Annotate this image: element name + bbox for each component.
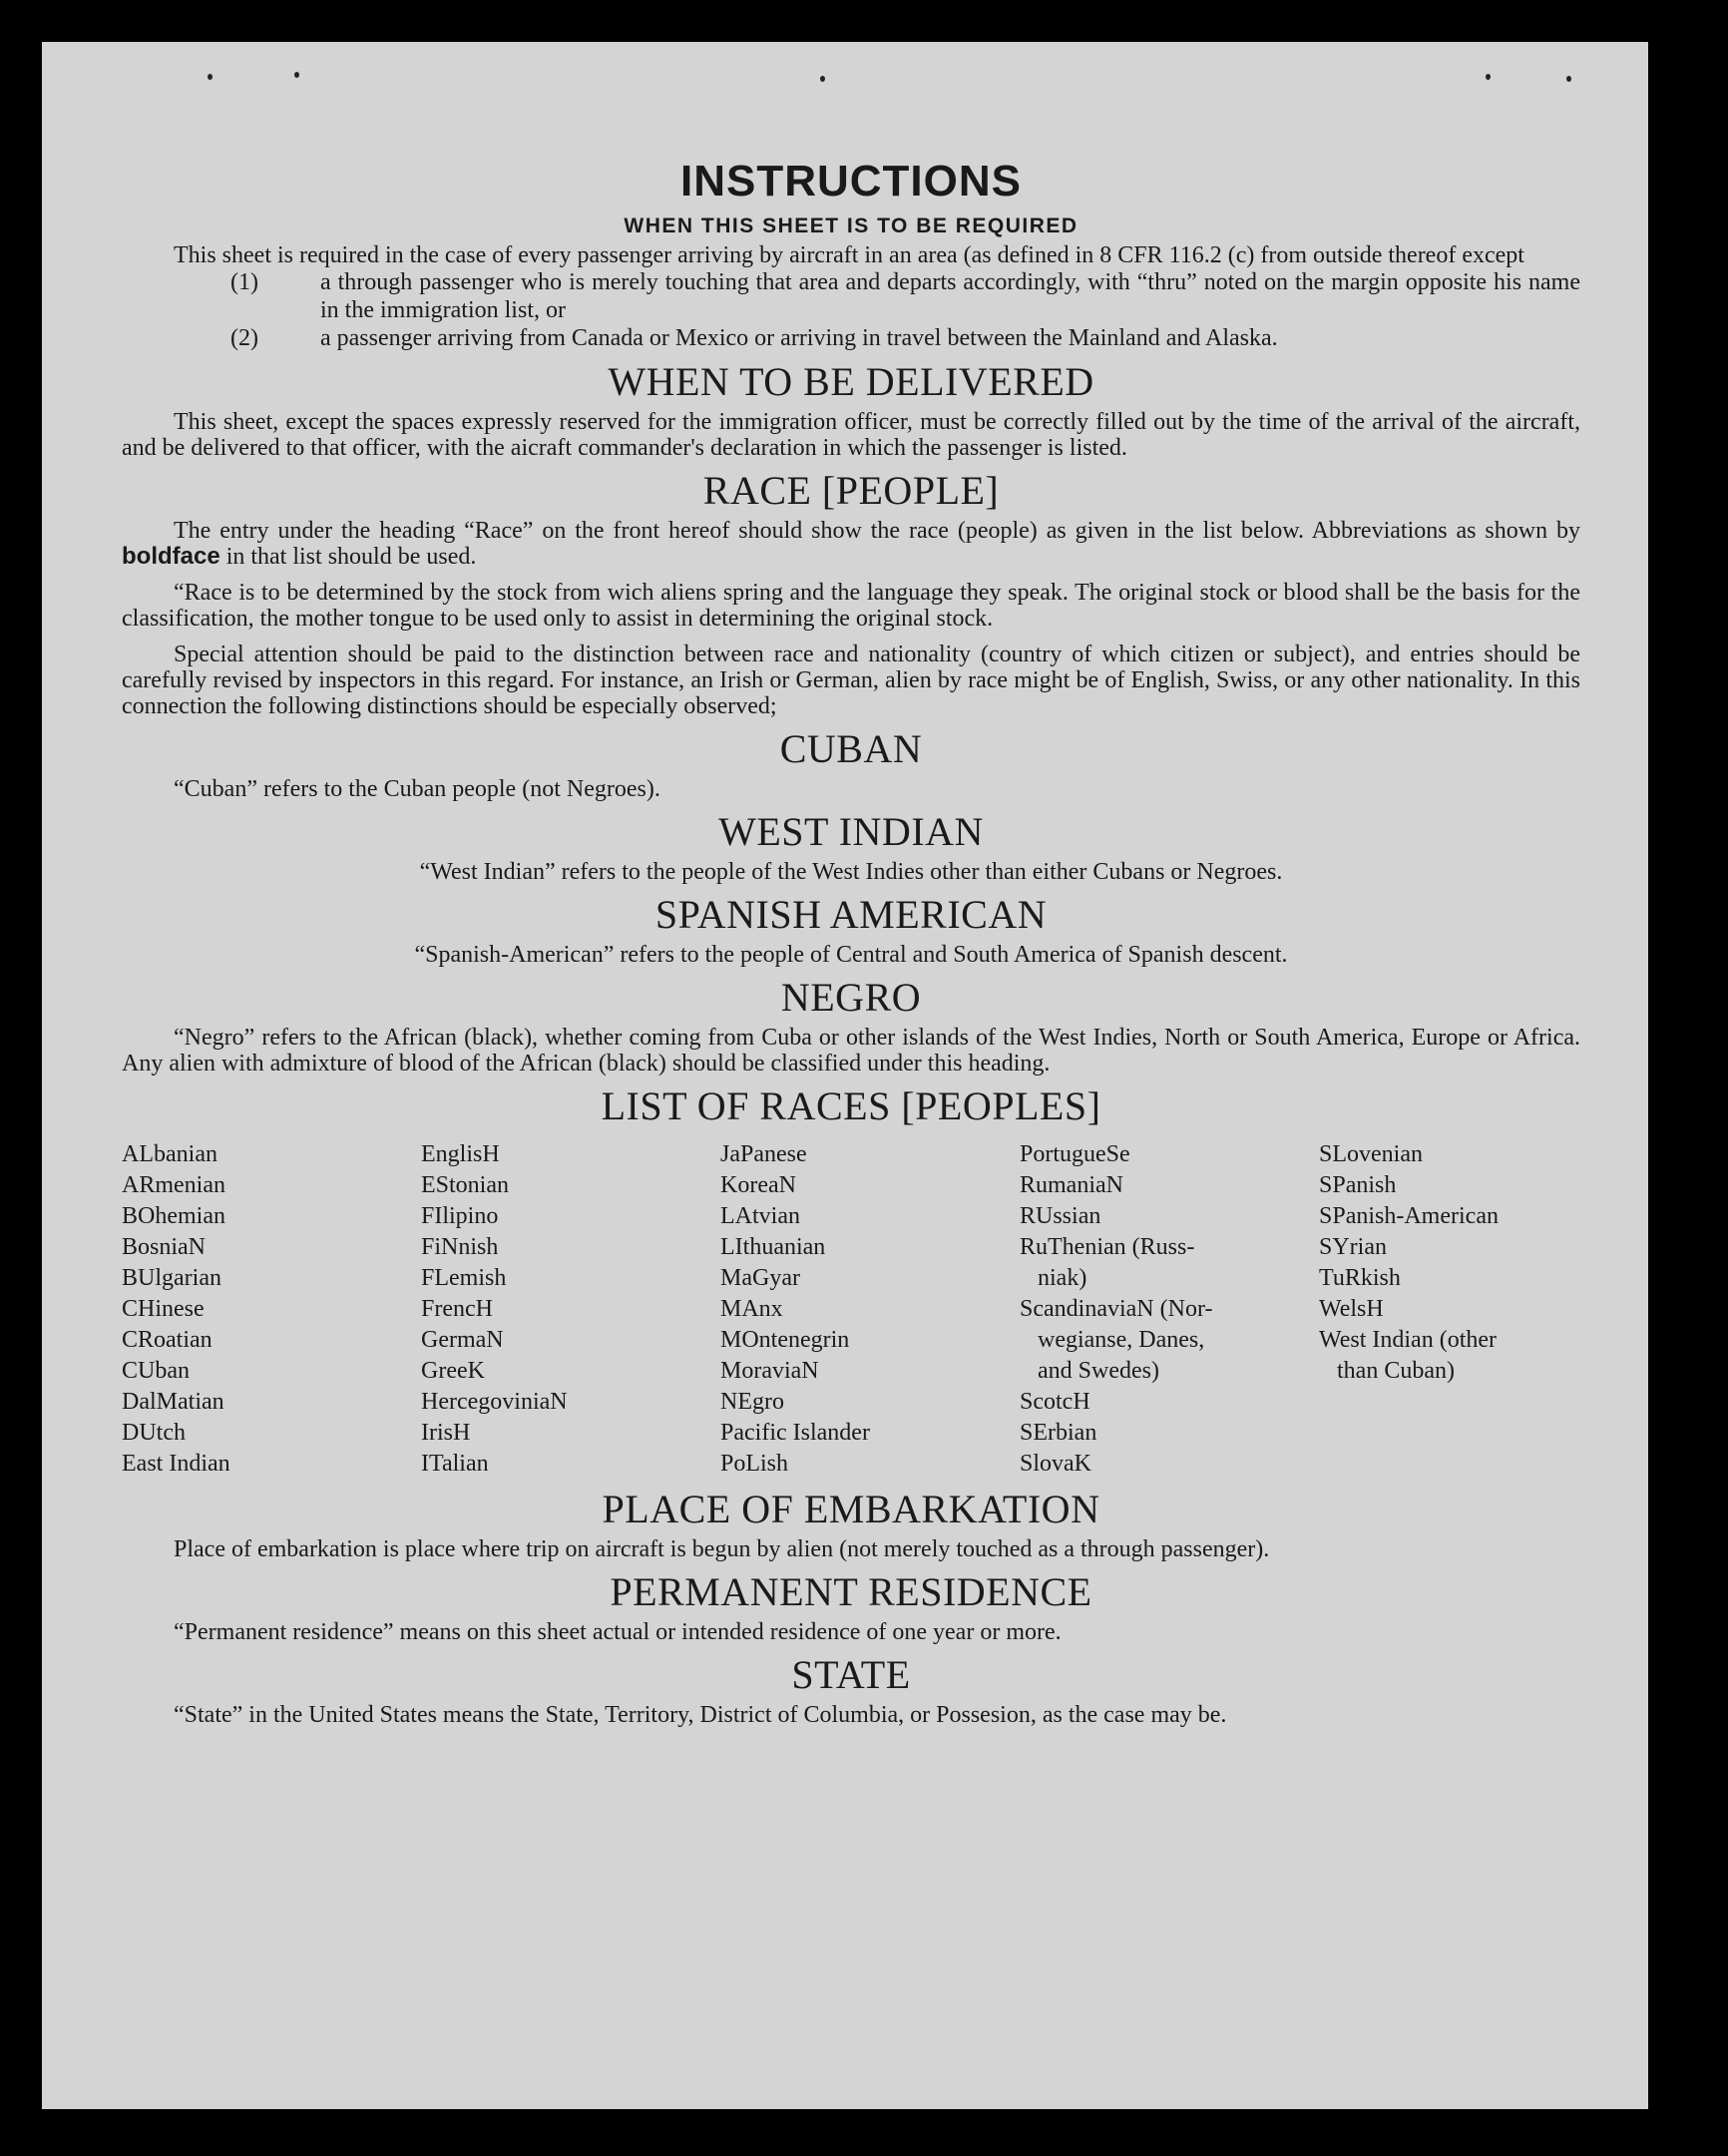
race-list-item: BUlgarian bbox=[122, 1265, 221, 1291]
race-list-item: SLovenian bbox=[1319, 1141, 1423, 1167]
section-heading-race: RACE [PEOPLE] bbox=[702, 468, 1000, 513]
race-list-item: East Indian bbox=[122, 1451, 230, 1477]
race-list-item: than Cuban) bbox=[1319, 1358, 1455, 1384]
race-list-item: FiNnish bbox=[421, 1234, 499, 1260]
exception-item-2 bbox=[122, 324, 1580, 352]
race-paragraph-1-end: in that list should be used. bbox=[225, 544, 477, 570]
race-list-item: JaPanese bbox=[720, 1141, 807, 1167]
race-list-item: KoreaN bbox=[720, 1172, 796, 1198]
race-column bbox=[421, 1139, 720, 1480]
race-list-item: wegianse, Danes, bbox=[1020, 1327, 1205, 1353]
race-list bbox=[122, 1139, 1580, 1480]
exception-item-1 bbox=[122, 268, 1580, 324]
race-list-item: SlovaK bbox=[1020, 1451, 1091, 1477]
west-indian-text: “West Indian” refers to the people of the West Indies other than either Cubans or Negroes. bbox=[419, 859, 1283, 885]
race-list-item: BOhemian bbox=[122, 1203, 225, 1229]
race-paragraph-2: “Race is to be determined by the stock from wich aliens spring and the language they speak. The original stock or blood shall be the basis for the classification, the mother tongue to be used only to assist in determining the original stock. bbox=[122, 580, 1580, 632]
section-heading-spanish-american: SPANISH AMERICAN bbox=[654, 892, 1048, 937]
race-list-item: BosniaN bbox=[122, 1234, 206, 1260]
section-heading-list: LIST OF RACES [PEOPLES] bbox=[601, 1083, 1101, 1128]
race-list-item: MAnx bbox=[720, 1296, 783, 1322]
exception-number: (2) bbox=[230, 325, 258, 351]
race-list-item: WelsH bbox=[1319, 1296, 1384, 1322]
race-list-item: SYrian bbox=[1319, 1234, 1387, 1260]
race-list-item: RumaniaN bbox=[1020, 1172, 1123, 1198]
exception-text: a passenger arriving from Canada or Mexico or arriving in travel between the Mainland and Alaska. bbox=[320, 325, 1278, 351]
race-list-item: CUban bbox=[122, 1358, 190, 1384]
page-subtitle: WHEN THIS SHEET IS TO BE REQUIRED bbox=[624, 215, 1079, 237]
race-list-item: TuRkish bbox=[1319, 1265, 1401, 1291]
race-list-item: GermaN bbox=[421, 1327, 504, 1353]
race-list-item: SPanish-American bbox=[1319, 1203, 1499, 1229]
race-column bbox=[1020, 1139, 1319, 1480]
punch-mark bbox=[820, 76, 825, 82]
race-list-item: LAtvian bbox=[720, 1203, 800, 1229]
section-heading-west-indian: WEST INDIAN bbox=[718, 809, 984, 854]
race-list-item: PortugueSe bbox=[1020, 1141, 1130, 1167]
section-heading-state: STATE bbox=[791, 1652, 911, 1697]
race-list-item: West Indian (other bbox=[1319, 1327, 1498, 1353]
race-list-item: MOntenegrin bbox=[720, 1327, 850, 1353]
section-heading-embarkation: PLACE OF EMBARKATION bbox=[602, 1487, 1100, 1531]
race-list-item: CHinese bbox=[122, 1296, 205, 1322]
race-paragraph-3: Special attention should be paid to the distinction between race and nationality (country of which citizen or subject), and entries should be carefully revised by inspectors in this regard. For instance, an Irish or German, alien by race might be of English, Swiss, or any other nationality. In this connection the following distinctions should be especially observed; bbox=[122, 642, 1580, 719]
race-list-item: ARmenian bbox=[122, 1172, 225, 1198]
punch-mark bbox=[1486, 74, 1491, 80]
race-paragraph-1 bbox=[122, 518, 1580, 570]
race-column bbox=[1319, 1139, 1580, 1480]
race-list-item: DUtch bbox=[122, 1420, 186, 1446]
race-list-item: NEgro bbox=[720, 1389, 784, 1415]
race-list-item: PoLish bbox=[720, 1451, 789, 1477]
race-list-item: IrisH bbox=[421, 1420, 471, 1446]
residence-text: “Permanent residence” means on this sheet actual or intended residence of one year or more. bbox=[174, 1619, 1062, 1645]
race-list-item: ALbanian bbox=[122, 1141, 217, 1167]
punch-mark bbox=[1566, 76, 1571, 82]
boldface-word: boldface bbox=[122, 543, 220, 570]
spanish-american-text: “Spanish-American” refers to the people of Central and South America of Spanish descent. bbox=[414, 942, 1288, 968]
race-list-item: EnglisH bbox=[421, 1141, 500, 1167]
section-heading-residence: PERMANENT RESIDENCE bbox=[610, 1569, 1092, 1614]
instructions-content bbox=[122, 157, 1580, 1728]
exception-text: a through passenger who is merely touching that area and departs accordingly, with “thru” noted on the margin opposite his name in the immigration list, or bbox=[320, 269, 1580, 323]
section-heading-delivered: WHEN TO BE DELIVERED bbox=[608, 359, 1094, 404]
required-intro: This sheet is required in the case of every passenger arriving by aircraft in an area (as defined in 8 CFR 116.2 (c) from outside thereof except bbox=[174, 242, 1524, 268]
race-list-item: Pacific Islander bbox=[720, 1420, 870, 1446]
race-list-item: RuThenian (Russ- bbox=[1020, 1234, 1195, 1260]
race-column bbox=[122, 1139, 421, 1480]
race-list-item: niak) bbox=[1020, 1265, 1087, 1291]
race-list-item: CRoatian bbox=[122, 1327, 213, 1353]
exception-number: (1) bbox=[230, 269, 258, 295]
race-list-item: RUssian bbox=[1020, 1203, 1101, 1229]
page-title: INSTRUCTIONS bbox=[680, 157, 1022, 206]
embarkation-text: Place of embarkation is place where trip on aircraft is begun by alien (not merely touched as a through passenger). bbox=[174, 1536, 1270, 1562]
punch-mark bbox=[208, 74, 213, 80]
race-column bbox=[720, 1139, 1020, 1480]
race-paragraph-1-text: The entry under the heading “Race” on the front hereof should show the race (people) as given in the list below. Abbreviations as shown by bbox=[174, 518, 1580, 544]
race-list-item: HercegoviniaN bbox=[421, 1389, 568, 1415]
race-list-item: LIthuanian bbox=[720, 1234, 826, 1260]
section-heading-negro: NEGRO bbox=[780, 975, 922, 1020]
section-heading-cuban: CUBAN bbox=[779, 726, 923, 771]
race-list-item: FIlipino bbox=[421, 1203, 499, 1229]
race-list-item: SPanish bbox=[1319, 1172, 1397, 1198]
race-list-item: MaGyar bbox=[720, 1265, 800, 1291]
race-list-item: ITalian bbox=[421, 1451, 489, 1477]
race-list-item: SErbian bbox=[1020, 1420, 1097, 1446]
cuban-text: “Cuban” refers to the Cuban people (not Negroes). bbox=[174, 776, 660, 802]
race-list-item: FLemish bbox=[421, 1265, 507, 1291]
delivered-text: This sheet, except the spaces expressly reserved for the immigration officer, must be correctly filled out by the time of the arrival of the aircraft, and be delivered to that officer, with the aicraft commander's declaration in which the passenger is listed. bbox=[122, 409, 1580, 461]
race-list-item: EStonian bbox=[421, 1172, 509, 1198]
race-list-item: FrencH bbox=[421, 1296, 493, 1322]
document-page bbox=[42, 42, 1648, 2109]
state-text: “State” in the United States means the State, Territory, District of Columbia, or Possesion, as the case may be. bbox=[174, 1702, 1227, 1728]
punch-mark bbox=[294, 72, 299, 78]
race-list-item: and Swedes) bbox=[1020, 1358, 1159, 1384]
race-list-item: GreeK bbox=[421, 1358, 485, 1384]
race-list-item: ScotcH bbox=[1020, 1389, 1090, 1415]
race-list-item: MoraviaN bbox=[720, 1358, 819, 1384]
race-list-item: DalMatian bbox=[122, 1389, 224, 1415]
negro-text: “Negro” refers to the African (black), whether coming from Cuba or other islands of the West Indies, North or South America, Europe or Africa. Any alien with admixture of blood of the African (black) should be classified under this heading. bbox=[122, 1025, 1580, 1077]
race-list-item: ScandinaviaN (Nor- bbox=[1020, 1296, 1213, 1322]
